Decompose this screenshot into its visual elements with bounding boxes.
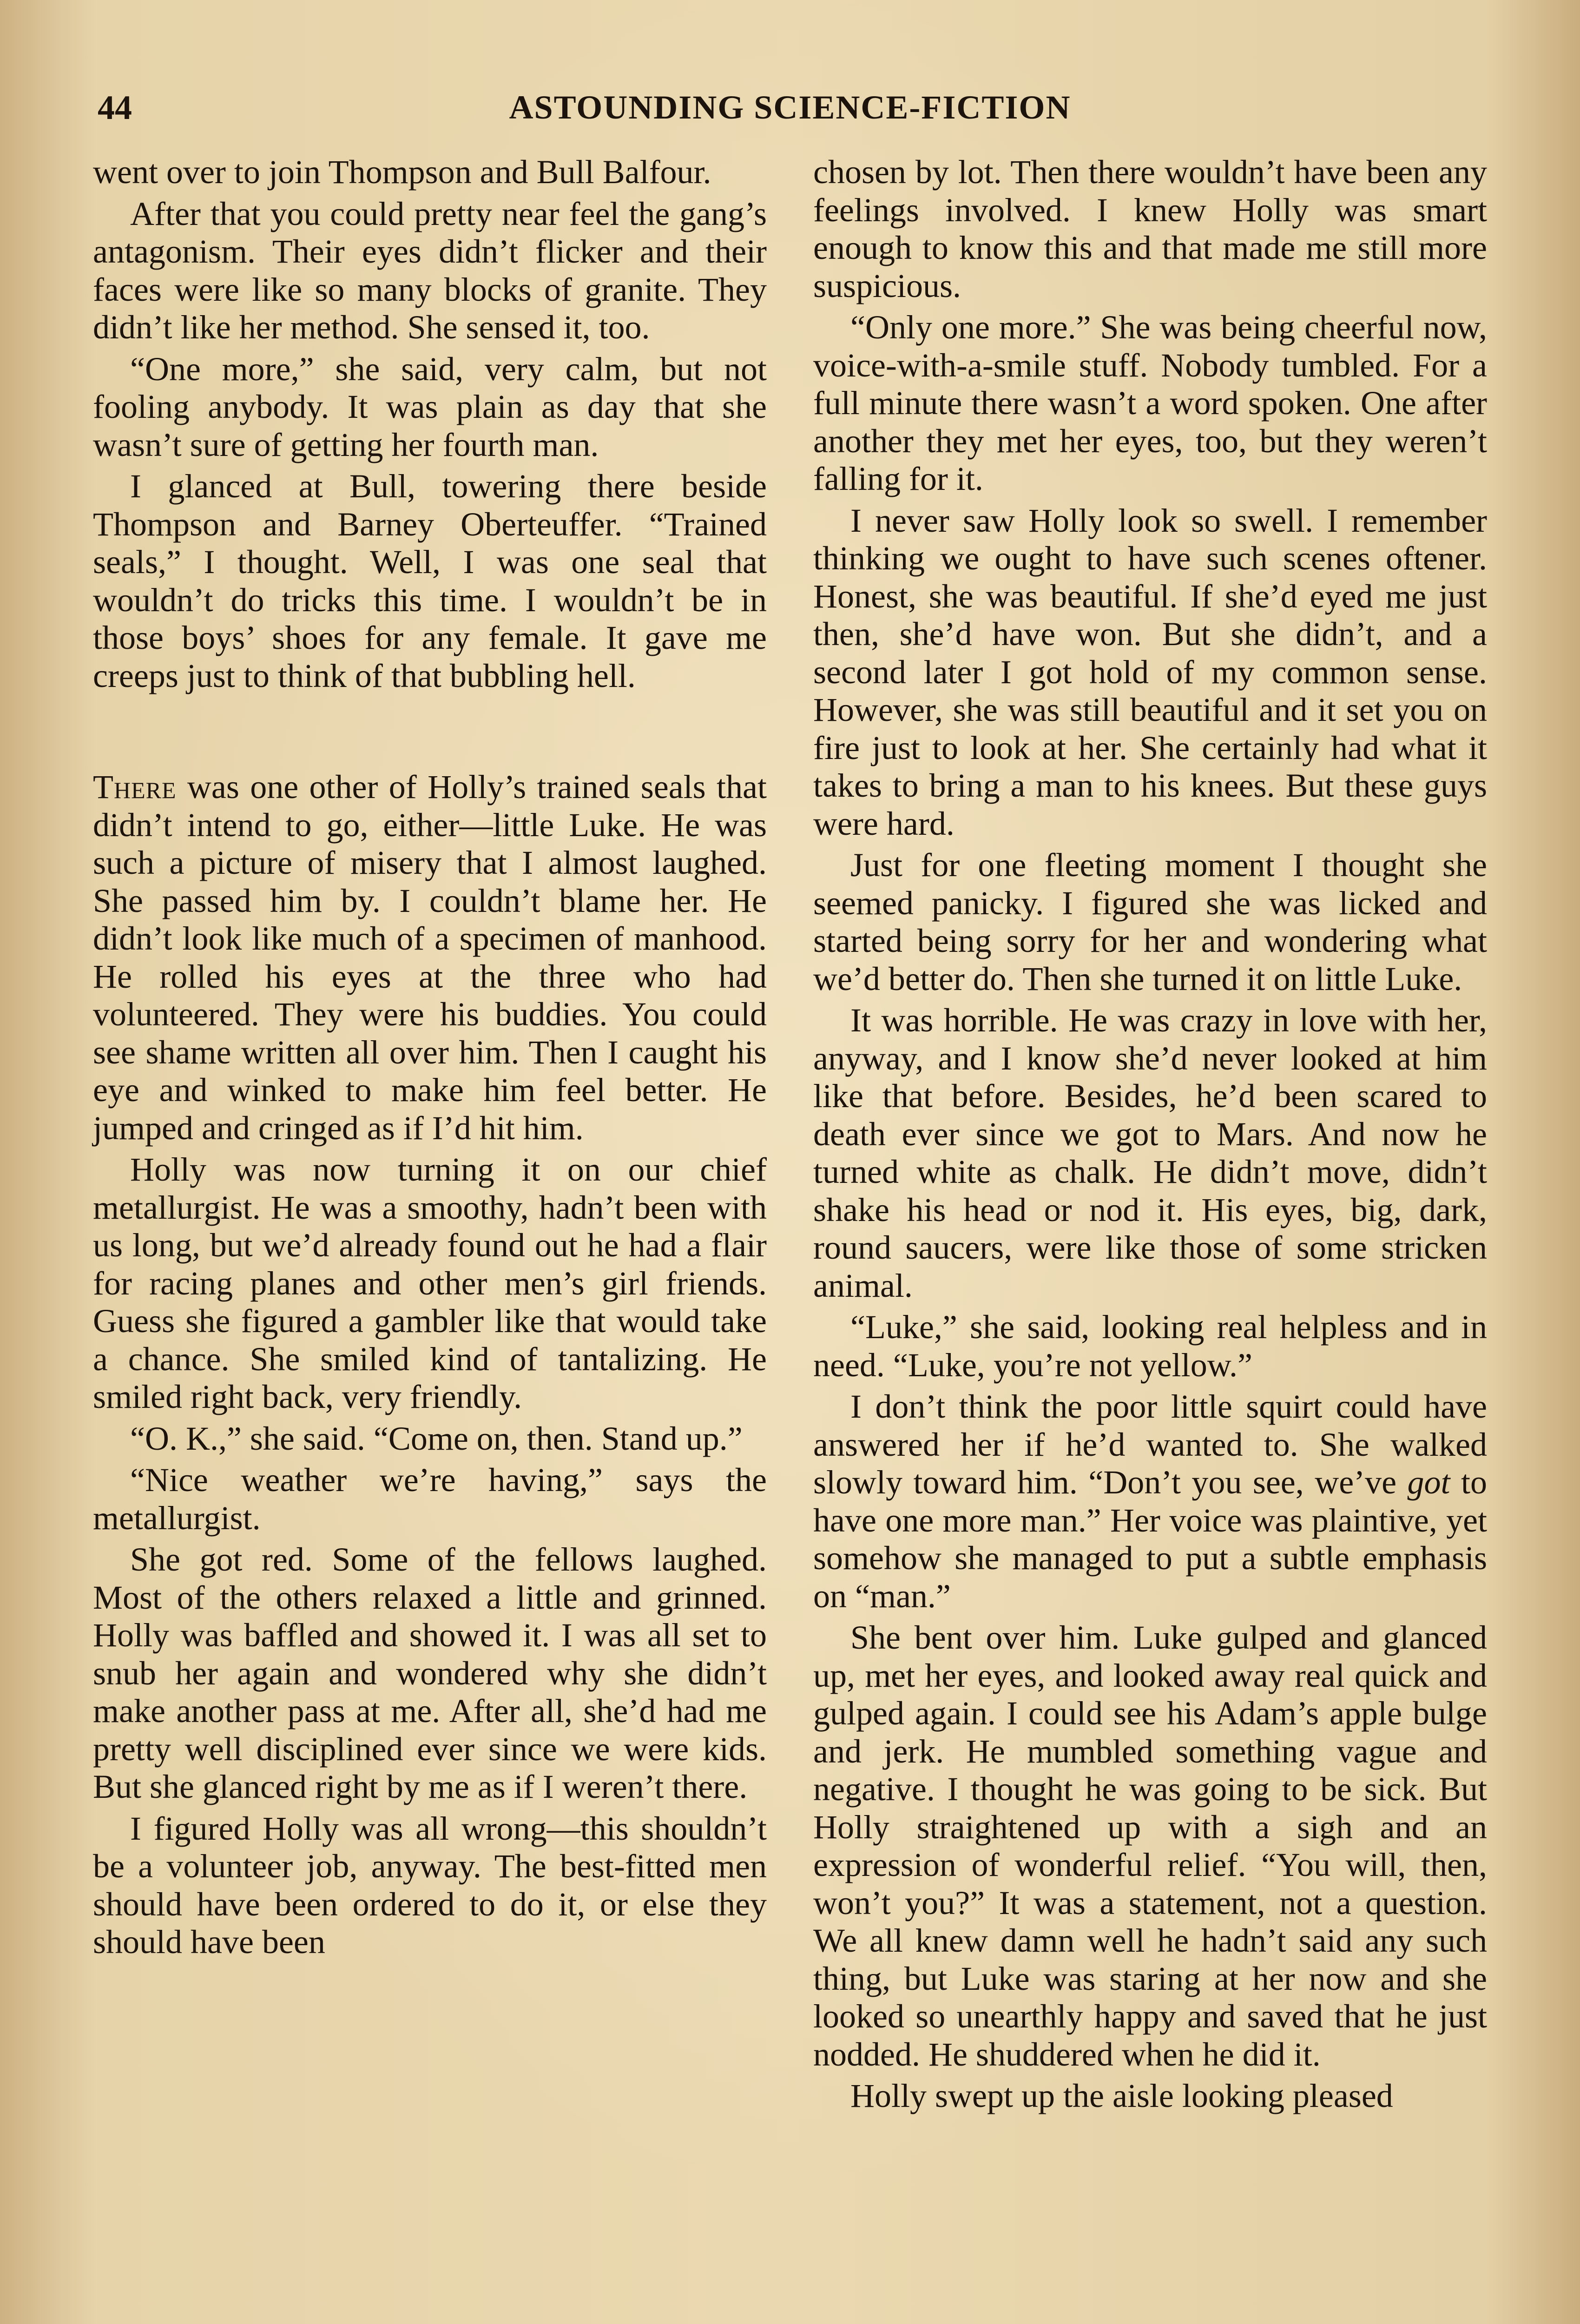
section-opening-paragraph xyxy=(93,768,767,1147)
paragraph: “O. K.,” she said. “Come on, then. Stand up.” xyxy=(130,1419,743,1457)
paragraph-text: I don’t think the poor little squirt could have answered her if he’d wanted to. She walked slowly toward him. “Don’t you see, we’ve xyxy=(813,1388,1487,1501)
running-title: ASTOUNDING SCIENCE-FICTION xyxy=(509,89,1071,126)
paragraph: “Luke,” she said, looking real helpless and in need. “Luke, you’re not yellow.” xyxy=(813,1308,1487,1384)
paragraph: I never saw Holly look so swell. I remember thinking we ought to have such scenes oftener. Honest, she was beautiful. If she’d eyed me just then, she’d have won. But she didn’t, and a second later I got hold of my common sense. However, she was still beautiful and it set you on fire just to look at her. She certainly had what it takes to bring a man to his knees. But these guys were hard. xyxy=(813,502,1487,842)
paragraph: She bent over him. Luke gulped and glanced up, met her eyes, and looked away real quick and gulped again. I could see his Adam’s apple bulge and jerk. He mumbled something vague and negative. I thought he was going to be sick. But Holly straightened up with a sigh and an expression of wonderful relief. “You will, then, won’t you?” It was a statement, not a question. We all knew damn well he hadn’t said any such thing, but Luke was staring at her now and she looked so unearthly happy and saved that he just nodded. He shuddered when he did it. xyxy=(813,1619,1487,2073)
paragraph: “Nice weather we’re having,” says the metallurgist. xyxy=(93,1461,767,1537)
section-opening-text: was one other of Holly’s trained seals that didn’t intend to go, either—little Luke. He was such a picture of misery that I almost laughed. She passed him by. I couldn’t blame her. He didn’t look like much of a specimen of manhood. He rolled his eyes at the three who had volunteered. They were his buddies. You could see shame written all over him. Then I caught his eye and winked to make him feel better. He jumped and cringed as if I’d hit him. xyxy=(93,768,767,1147)
paragraph: “Only one more.” She was being cheerful now, voice-with-a-smile stuff. Nobody tumbled. For a full minute there wasn’t a word spoken. One after another they met her eyes, too, but they weren’t falling for it. xyxy=(813,309,1487,497)
left-column xyxy=(93,153,767,1965)
paragraph: It was horrible. He was crazy in love with her, anyway, and I know she’d never looked at him like that before. Besides, he’d been scared to death ever since we got to Mars. And now he turned white as chalk. He didn’t move, didn’t shake his head or nod it. His eyes, big, dark, round saucers, were like those of some stricken animal. xyxy=(813,1002,1487,1304)
paragraph: I figured Holly was all wrong—this shouldn’t be a volunteer job, anyway. The best-fitted men should have been ordered to do it, or else they should have been xyxy=(93,1809,767,1961)
emphasized-word: got xyxy=(1407,1464,1450,1501)
page-number: 44 xyxy=(98,89,132,127)
section-lead-word: There xyxy=(93,768,177,805)
paragraph-text: to have one more man.” Her voice was plaintive, yet somehow she managed to put a subtle emphasis on “man.” xyxy=(813,1464,1487,1615)
paragraph: Holly was now turning it on our chief metallurgist. He was a smoothy, hadn’t been with us long, but we’d already found out he had a flair for racing planes and other men’s girl friends. Guess she figured a gambler like that would take a chance. She smiled kind of tantalizing. He smiled right back, very friendly. xyxy=(93,1151,767,1415)
section-break xyxy=(93,699,767,768)
paragraph: Just for one fleeting moment I thought she seemed panicky. I figured she was licked and started being sorry for her and wondering what we’d better do. Then she turned it on little Luke. xyxy=(813,846,1487,997)
right-column xyxy=(813,153,1487,2119)
paragraph: She got red. Some of the fellows laughed. Most of the others relaxed a little and grinned. Holly was baffled and showed it. I was all set to snub her again and wondered why she didn’t make another pass at me. After all, she’d had me pretty well disciplined ever since we were kids. But she glanced right by me as if I weren’t there. xyxy=(93,1541,767,1805)
paragraph: “One more,” she said, very calm, but not fooling anybody. It was plain as day that she wasn’t sure of getting her fourth man. xyxy=(93,350,767,463)
paragraph: After that you could pretty near feel the gang’s antagonism. Their eyes didn’t flicker and their faces were like so many blocks of granite. They didn’t like her method. She sensed it, too. xyxy=(93,195,767,346)
paragraph: chosen by lot. Then there wouldn’t have been any feelings involved. I knew Holly was smart enough to know this and that made me still more suspicious. xyxy=(813,153,1487,304)
paragraph: I glanced at Bull, towering there beside Thompson and Barney Oberteuffer. “Trained seals,” I thought. Well, I was one seal that wouldn’t do tricks this time. I wouldn’t be in those boys’ shoes for any female. It gave me creeps just to think of that bubbling hell. xyxy=(93,468,767,694)
paragraph: went over to join Thompson and Bull Balfour. xyxy=(93,153,711,191)
page-header xyxy=(93,88,1487,139)
paragraph: Holly swept up the aisle looking pleased xyxy=(850,2077,1393,2114)
paragraph xyxy=(813,1388,1487,1615)
